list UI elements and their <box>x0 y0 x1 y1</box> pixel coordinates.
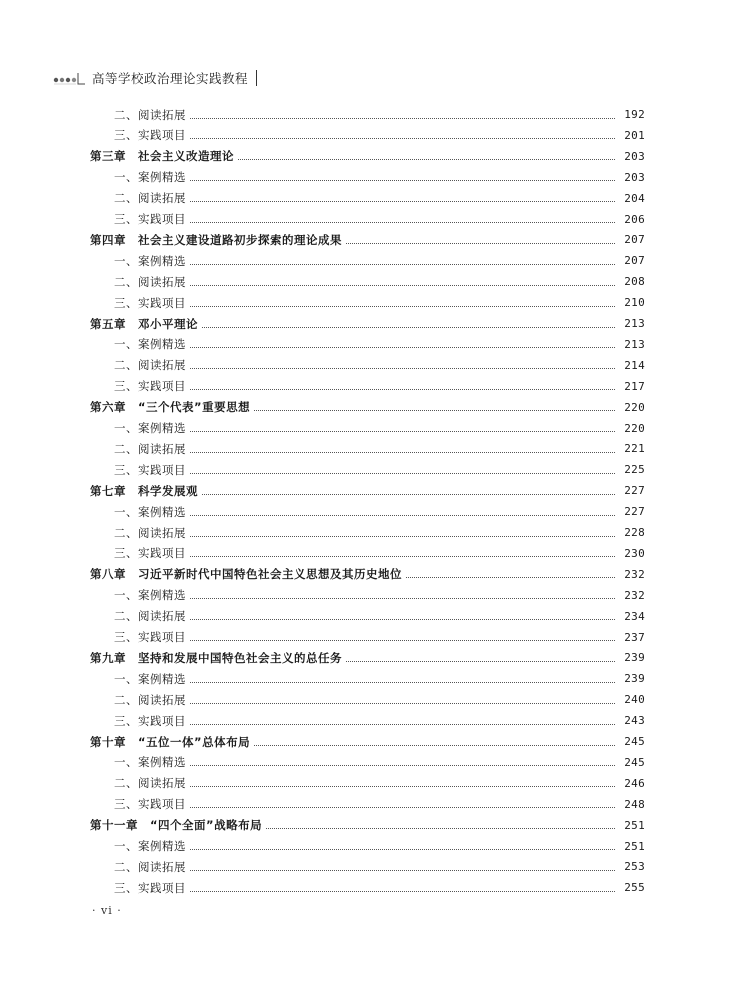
toc-section-label: 二、阅读拓展 <box>114 107 186 122</box>
toc-section-entry[interactable] <box>0 501 645 522</box>
toc-section-label: 二、阅读拓展 <box>114 859 186 874</box>
toc-chapter-entry[interactable] <box>0 564 645 585</box>
dot-leader <box>190 221 615 223</box>
dot-leader <box>346 660 615 662</box>
dot-leader <box>202 493 615 495</box>
toc-section-label: 三、实践项目 <box>114 880 186 895</box>
toc-page-number: 217 <box>624 379 645 393</box>
dot-leader <box>254 744 615 746</box>
toc-section-label: 一、案例精选 <box>114 421 186 435</box>
toc-section-entry[interactable] <box>0 794 645 815</box>
dot-leader <box>190 179 615 181</box>
dot-leader <box>190 869 615 871</box>
toc-page-number: 234 <box>624 609 645 623</box>
toc-chapter-title: 科学发展观 <box>138 483 198 498</box>
toc-chapter-title: “四个全面”战略布局 <box>150 818 263 833</box>
toc-section-label: 二、阅读拓展 <box>114 776 186 791</box>
toc-page-number: 201 <box>624 128 645 142</box>
dot-leader <box>190 117 615 119</box>
dot-leader <box>202 326 615 328</box>
toc-chapter-number: 第五章 <box>90 316 126 331</box>
toc-section-label: 一、案例精选 <box>114 839 186 853</box>
toc-page-number: 246 <box>624 776 645 790</box>
toc-page-number: 227 <box>624 505 645 519</box>
toc-chapter-label <box>90 650 342 666</box>
dot-leader <box>190 702 615 704</box>
toc-section-label: 二、阅读拓展 <box>114 441 186 456</box>
toc-section-label: 二、阅读拓展 <box>114 191 186 206</box>
toc-page-number: 253 <box>624 860 645 874</box>
toc-chapter-entry[interactable] <box>0 647 645 668</box>
toc-section-label: 一、案例精选 <box>114 170 186 185</box>
toc-chapter-entry[interactable] <box>0 397 645 418</box>
toc-chapter-entry[interactable] <box>0 480 645 501</box>
dot-leader <box>190 555 615 557</box>
page-number: · vi · <box>92 904 122 917</box>
toc-page-number: 251 <box>624 839 645 853</box>
toc-page-number: 243 <box>624 714 645 728</box>
toc-section-entry[interactable] <box>0 167 645 188</box>
toc-section-entry[interactable] <box>0 877 645 898</box>
toc-chapter-label <box>90 399 250 415</box>
toc-section-entry[interactable] <box>0 522 645 543</box>
toc-page-number: 245 <box>624 755 645 769</box>
toc-section-label: 三、实践项目 <box>114 128 186 143</box>
toc-page-number: 214 <box>624 358 645 372</box>
toc-chapter-entry[interactable] <box>0 146 645 167</box>
toc-page-number: 210 <box>624 296 645 310</box>
toc-section-entry[interactable] <box>0 438 645 459</box>
toc-page-number: 240 <box>624 693 645 707</box>
toc-section-label: 三、实践项目 <box>114 546 186 561</box>
dot-leader <box>238 158 615 160</box>
dot-leader <box>190 806 615 808</box>
toc-section-entry[interactable] <box>0 773 645 794</box>
toc-page-number: 248 <box>624 797 645 811</box>
dot-leader <box>190 430 615 432</box>
toc-section-label: 一、案例精选 <box>114 671 186 686</box>
running-header <box>52 68 257 88</box>
toc-section-label: 一、案例精选 <box>114 755 186 770</box>
toc-section-entry[interactable] <box>0 271 645 292</box>
dot-leader <box>190 535 615 537</box>
toc-chapter-label <box>90 148 234 164</box>
dot-leader <box>190 200 615 202</box>
toc-chapter-number: 第六章 <box>90 400 126 415</box>
toc-chapter-number: 第七章 <box>90 483 126 498</box>
dot-leader <box>190 472 615 474</box>
toc-section-entry[interactable] <box>0 125 645 146</box>
toc-section-label: 二、阅读拓展 <box>114 525 186 540</box>
toc-section-entry[interactable] <box>0 292 645 313</box>
toc-chapter-title: 社会主义建设道路初步探索的理论成果 <box>138 232 342 247</box>
toc-section-entry[interactable] <box>0 188 645 209</box>
toc-page-number: 232 <box>624 567 645 581</box>
dot-leader <box>190 367 615 369</box>
dot-leader <box>190 723 615 725</box>
toc-chapter-entry[interactable] <box>0 313 645 334</box>
dot-leader <box>190 514 615 516</box>
toc-section-entry[interactable] <box>0 543 645 564</box>
toc-section-label: 一、案例精选 <box>114 337 186 352</box>
toc-section-label: 三、实践项目 <box>114 630 186 644</box>
toc-section-entry[interactable] <box>0 355 645 376</box>
toc-section-label: 三、实践项目 <box>114 295 186 310</box>
toc-section-entry[interactable] <box>0 334 645 355</box>
toc-section-label: 三、实践项目 <box>114 212 186 226</box>
toc-chapter-title: 习近平新时代中国特色社会主义思想及其历史地位 <box>138 567 402 582</box>
toc-section-entry[interactable] <box>0 710 645 731</box>
dot-leader <box>406 576 615 578</box>
toc-chapter-entry[interactable] <box>0 815 645 836</box>
dot-leader <box>190 305 615 307</box>
dot-leader <box>190 890 615 892</box>
dot-leader <box>190 137 615 139</box>
dot-leader <box>190 346 615 348</box>
toc-section-label: 二、阅读拓展 <box>114 609 186 624</box>
toc-page-number: 221 <box>624 442 645 456</box>
toc-page-number: 220 <box>624 400 645 414</box>
header-divider <box>256 70 257 86</box>
toc-page-number: 225 <box>624 463 645 477</box>
toc-section-entry[interactable] <box>0 856 645 877</box>
toc-page-number: 237 <box>624 630 645 644</box>
toc-page-number: 227 <box>624 484 645 498</box>
toc-chapter-number: 第三章 <box>90 149 126 164</box>
toc-page-number: 203 <box>624 170 645 184</box>
toc-section-label: 三、实践项目 <box>114 713 186 728</box>
toc-page-number: 230 <box>624 546 645 560</box>
toc-chapter-label <box>90 566 402 582</box>
toc-section-entry[interactable] <box>0 752 645 773</box>
dot-leader <box>346 242 615 244</box>
toc-section-entry[interactable] <box>0 689 645 710</box>
toc-page-number: 204 <box>624 191 645 205</box>
toc-chapter-entry[interactable] <box>0 229 645 250</box>
toc-section-entry[interactable] <box>0 104 645 125</box>
toc-chapter-label <box>90 734 250 750</box>
dot-leader <box>266 827 615 829</box>
toc-section-entry[interactable] <box>0 209 645 230</box>
running-header-title: 高等学校政治理论实践教程 <box>92 71 249 86</box>
toc-chapter-title: 邓小平理论 <box>138 316 198 331</box>
toc-chapter-title: “三个代表”重要思想 <box>138 400 251 415</box>
toc-section-entry[interactable] <box>0 418 645 439</box>
toc-page-number: 213 <box>624 317 645 330</box>
toc-section-label: 三、实践项目 <box>114 379 186 394</box>
toc-page-number: 239 <box>624 651 645 665</box>
toc-chapter-label <box>90 232 342 248</box>
dot-leader <box>190 597 615 599</box>
toc-section-entry[interactable] <box>0 459 645 480</box>
toc-section-label: 一、案例精选 <box>114 253 186 268</box>
dot-leader <box>190 848 615 850</box>
toc-section-entry[interactable] <box>0 668 645 689</box>
toc-page-number: 203 <box>624 149 645 163</box>
toc-section-label: 三、实践项目 <box>114 797 186 812</box>
toc-section-entry[interactable] <box>0 250 645 271</box>
toc-chapter-label <box>90 817 262 833</box>
dot-leader <box>190 639 615 641</box>
toc-section-entry[interactable] <box>0 836 645 857</box>
toc-section-label: 一、案例精选 <box>114 504 186 519</box>
toc-section-label: 一、案例精选 <box>114 588 186 603</box>
toc-page-number: 245 <box>624 735 645 748</box>
dot-leader <box>254 409 615 411</box>
toc-page-number: 255 <box>624 881 645 895</box>
toc-section-label: 二、阅读拓展 <box>114 274 186 289</box>
toc-section-label: 二、阅读拓展 <box>114 358 186 373</box>
toc-chapter-number: 第十章 <box>90 734 126 749</box>
dot-leader <box>190 263 615 265</box>
toc-chapter-number: 第十一章 <box>90 818 138 833</box>
toc-page-number: 228 <box>624 526 645 539</box>
dot-leader <box>190 681 615 683</box>
toc-page-number: 206 <box>624 212 645 226</box>
toc-chapter-title: 坚持和发展中国特色社会主义的总任务 <box>138 650 342 665</box>
toc-section-label: 三、实践项目 <box>114 462 186 477</box>
toc-page-number: 220 <box>624 421 645 435</box>
toc-section-label: 二、阅读拓展 <box>114 692 186 707</box>
toc-page-number: 251 <box>624 818 645 832</box>
toc-section-entry[interactable] <box>0 606 645 627</box>
dot-leader <box>190 785 615 787</box>
toc-chapter-number: 第四章 <box>90 232 126 247</box>
toc-chapter-title: 社会主义改造理论 <box>138 149 234 164</box>
toc-page-number: 207 <box>624 254 645 268</box>
toc-chapter-number: 第八章 <box>90 567 126 582</box>
book-logo-icon <box>52 70 86 86</box>
toc-chapter-number: 第九章 <box>90 650 126 665</box>
dot-leader <box>190 284 615 286</box>
dot-leader <box>190 764 615 766</box>
toc-section-entry[interactable] <box>0 376 645 397</box>
toc-page-number: 192 <box>624 108 645 121</box>
toc-page-number: 232 <box>624 588 645 602</box>
toc-section-entry[interactable] <box>0 627 645 648</box>
toc-page-number: 213 <box>624 337 645 351</box>
toc-chapter-title: “五位一体”总体布局 <box>138 734 251 749</box>
dot-leader <box>190 388 615 390</box>
toc-chapter-entry[interactable] <box>0 731 645 752</box>
toc-page-number: 239 <box>624 672 645 686</box>
toc-chapter-label <box>90 316 198 332</box>
toc-section-entry[interactable] <box>0 585 645 606</box>
dot-leader <box>190 451 615 453</box>
toc-page-number: 208 <box>624 275 645 289</box>
toc-page-number: 207 <box>624 233 645 247</box>
dot-leader <box>190 618 615 620</box>
toc-chapter-label <box>90 483 198 499</box>
